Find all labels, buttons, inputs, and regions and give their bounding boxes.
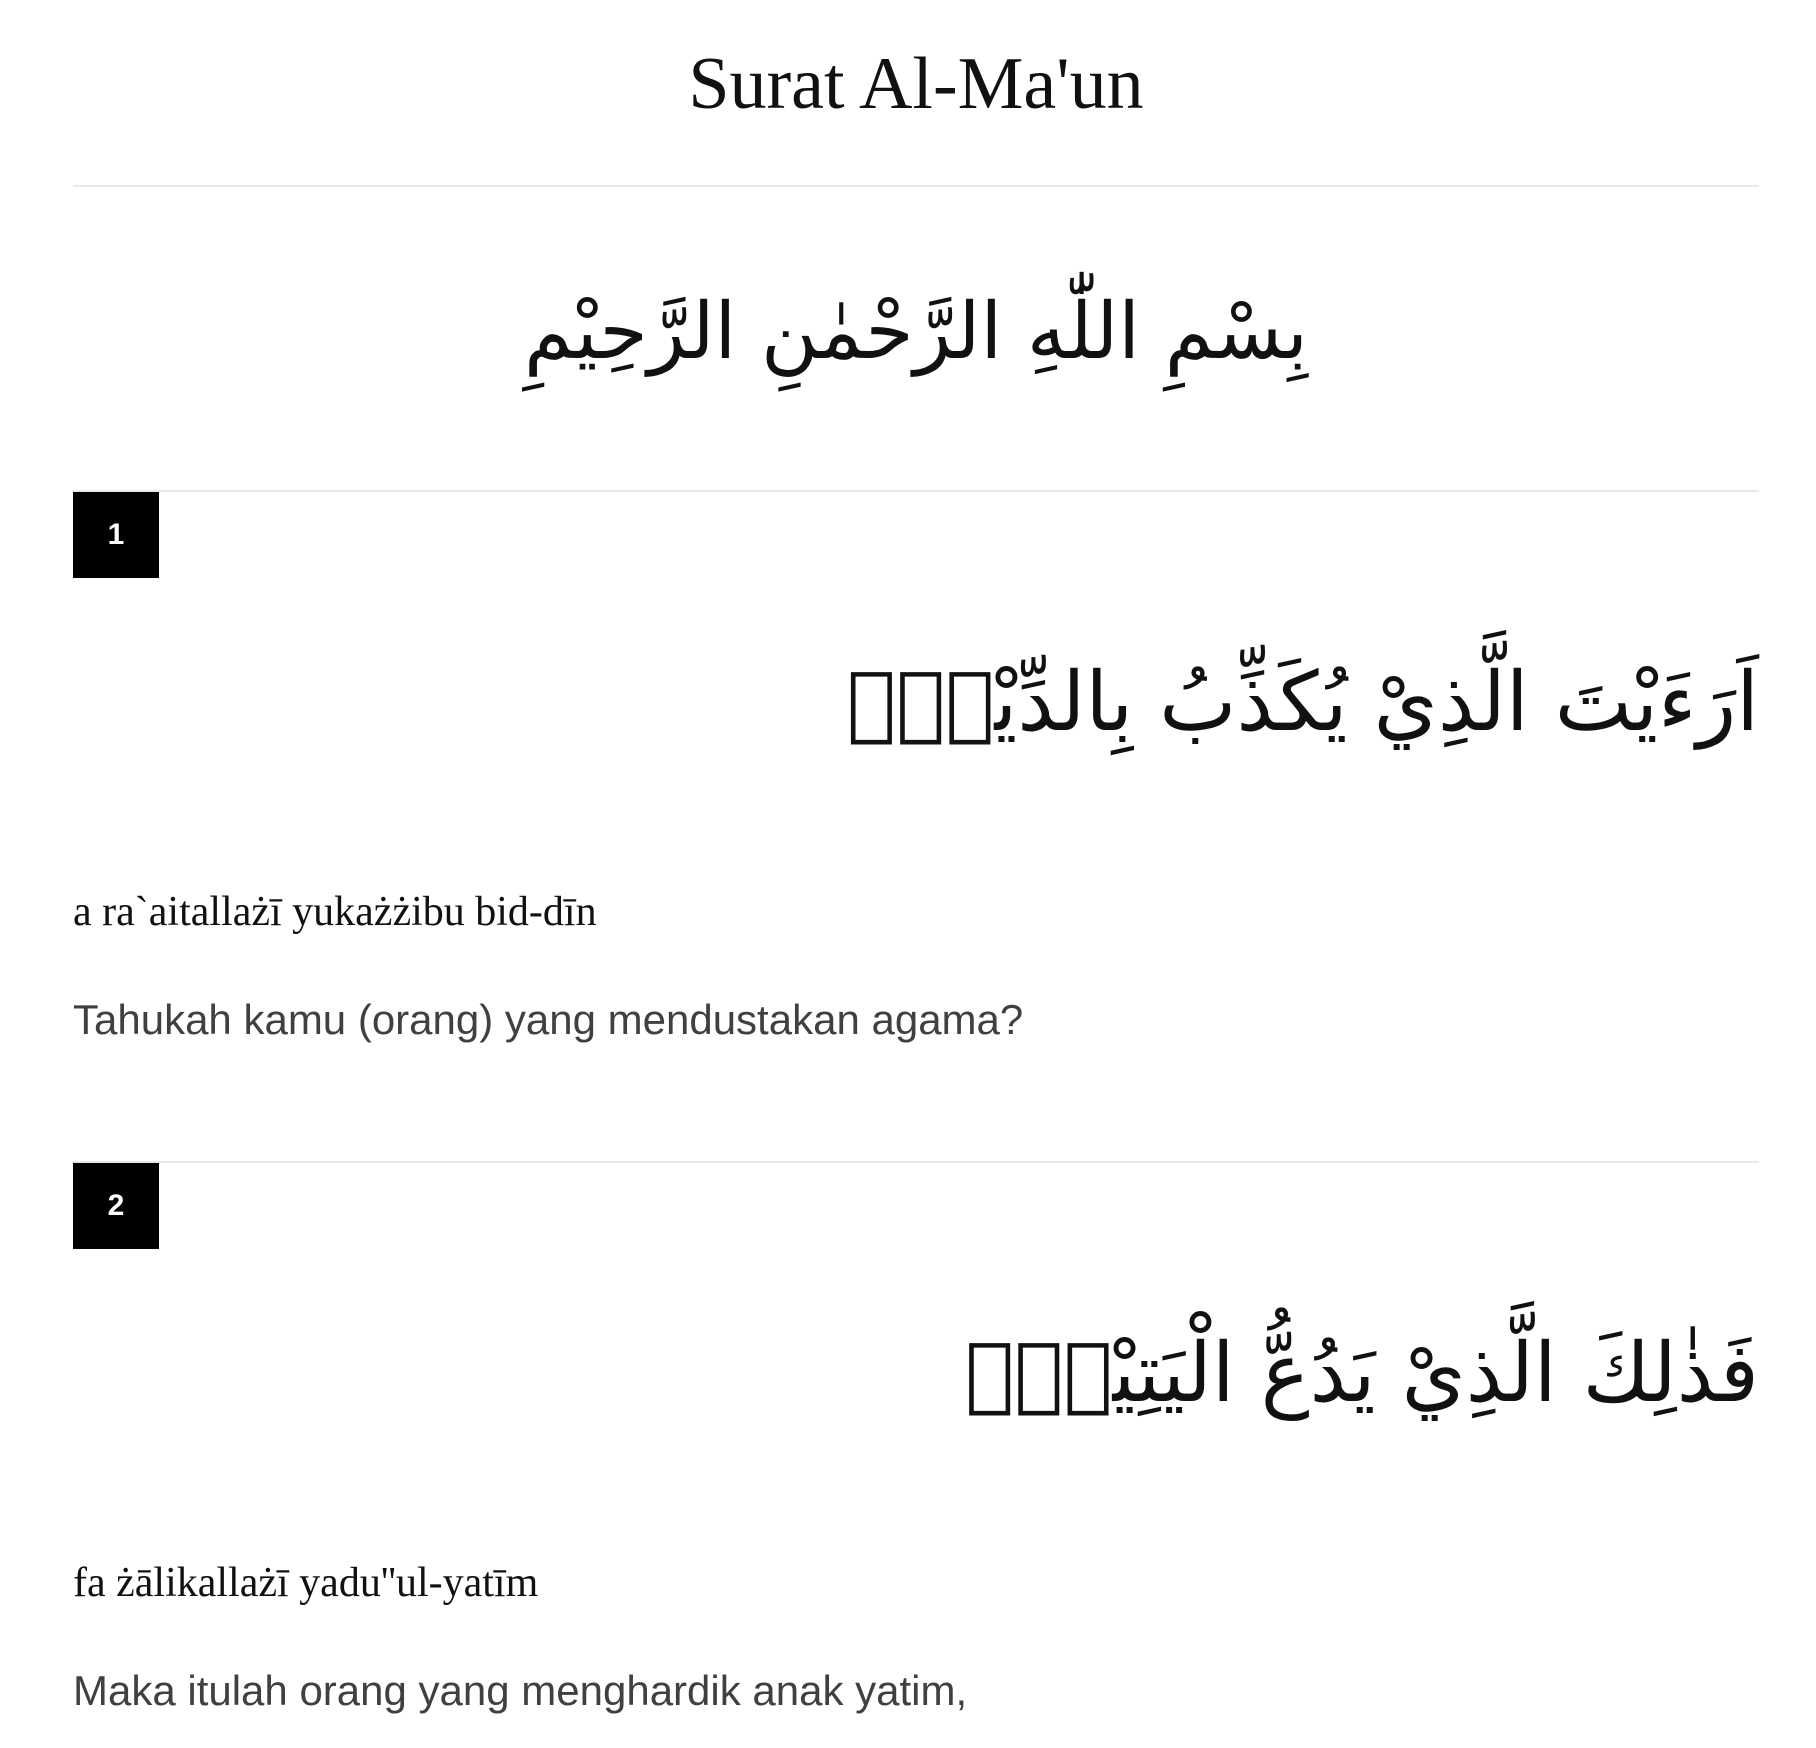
verse-arabic-text: اَرَءَيْتَ الَّذِيْ يُكَذِّبُ بِالدِّيْنِۗ — [846, 655, 1759, 750]
page-title: Surat Al-Ma'un — [688, 43, 1144, 125]
verse-1-divider — [73, 490, 1759, 492]
verse-transliteration: a ra`aitallażī yukażżibu bid-dīn — [73, 889, 597, 935]
bismillah-text: بِسْمِ اللّٰهِ الرَّحْمٰنِ الرَّحِيْمِ — [524, 287, 1308, 377]
surah-page — [73, 0, 1759, 1714]
verse-translation: Maka itulah orang yang menghardik anak yatim, — [73, 1667, 968, 1714]
title-divider — [73, 185, 1759, 187]
verse-arabic-text: فَذٰلِكَ الَّذِيْ يَدُعُّ الْيَتِيْمَۙ — [965, 1326, 1759, 1421]
verse-2-divider — [73, 1161, 1759, 1163]
verse-number-badge: 2 — [73, 1163, 159, 1249]
verse-number-badge: 1 — [73, 492, 159, 578]
verse-transliteration: fa żālikallażī yadu''ul-yatīm — [73, 1560, 539, 1606]
verse-translation: Tahukah kamu (orang) yang mendustakan agama? — [73, 996, 1024, 1043]
